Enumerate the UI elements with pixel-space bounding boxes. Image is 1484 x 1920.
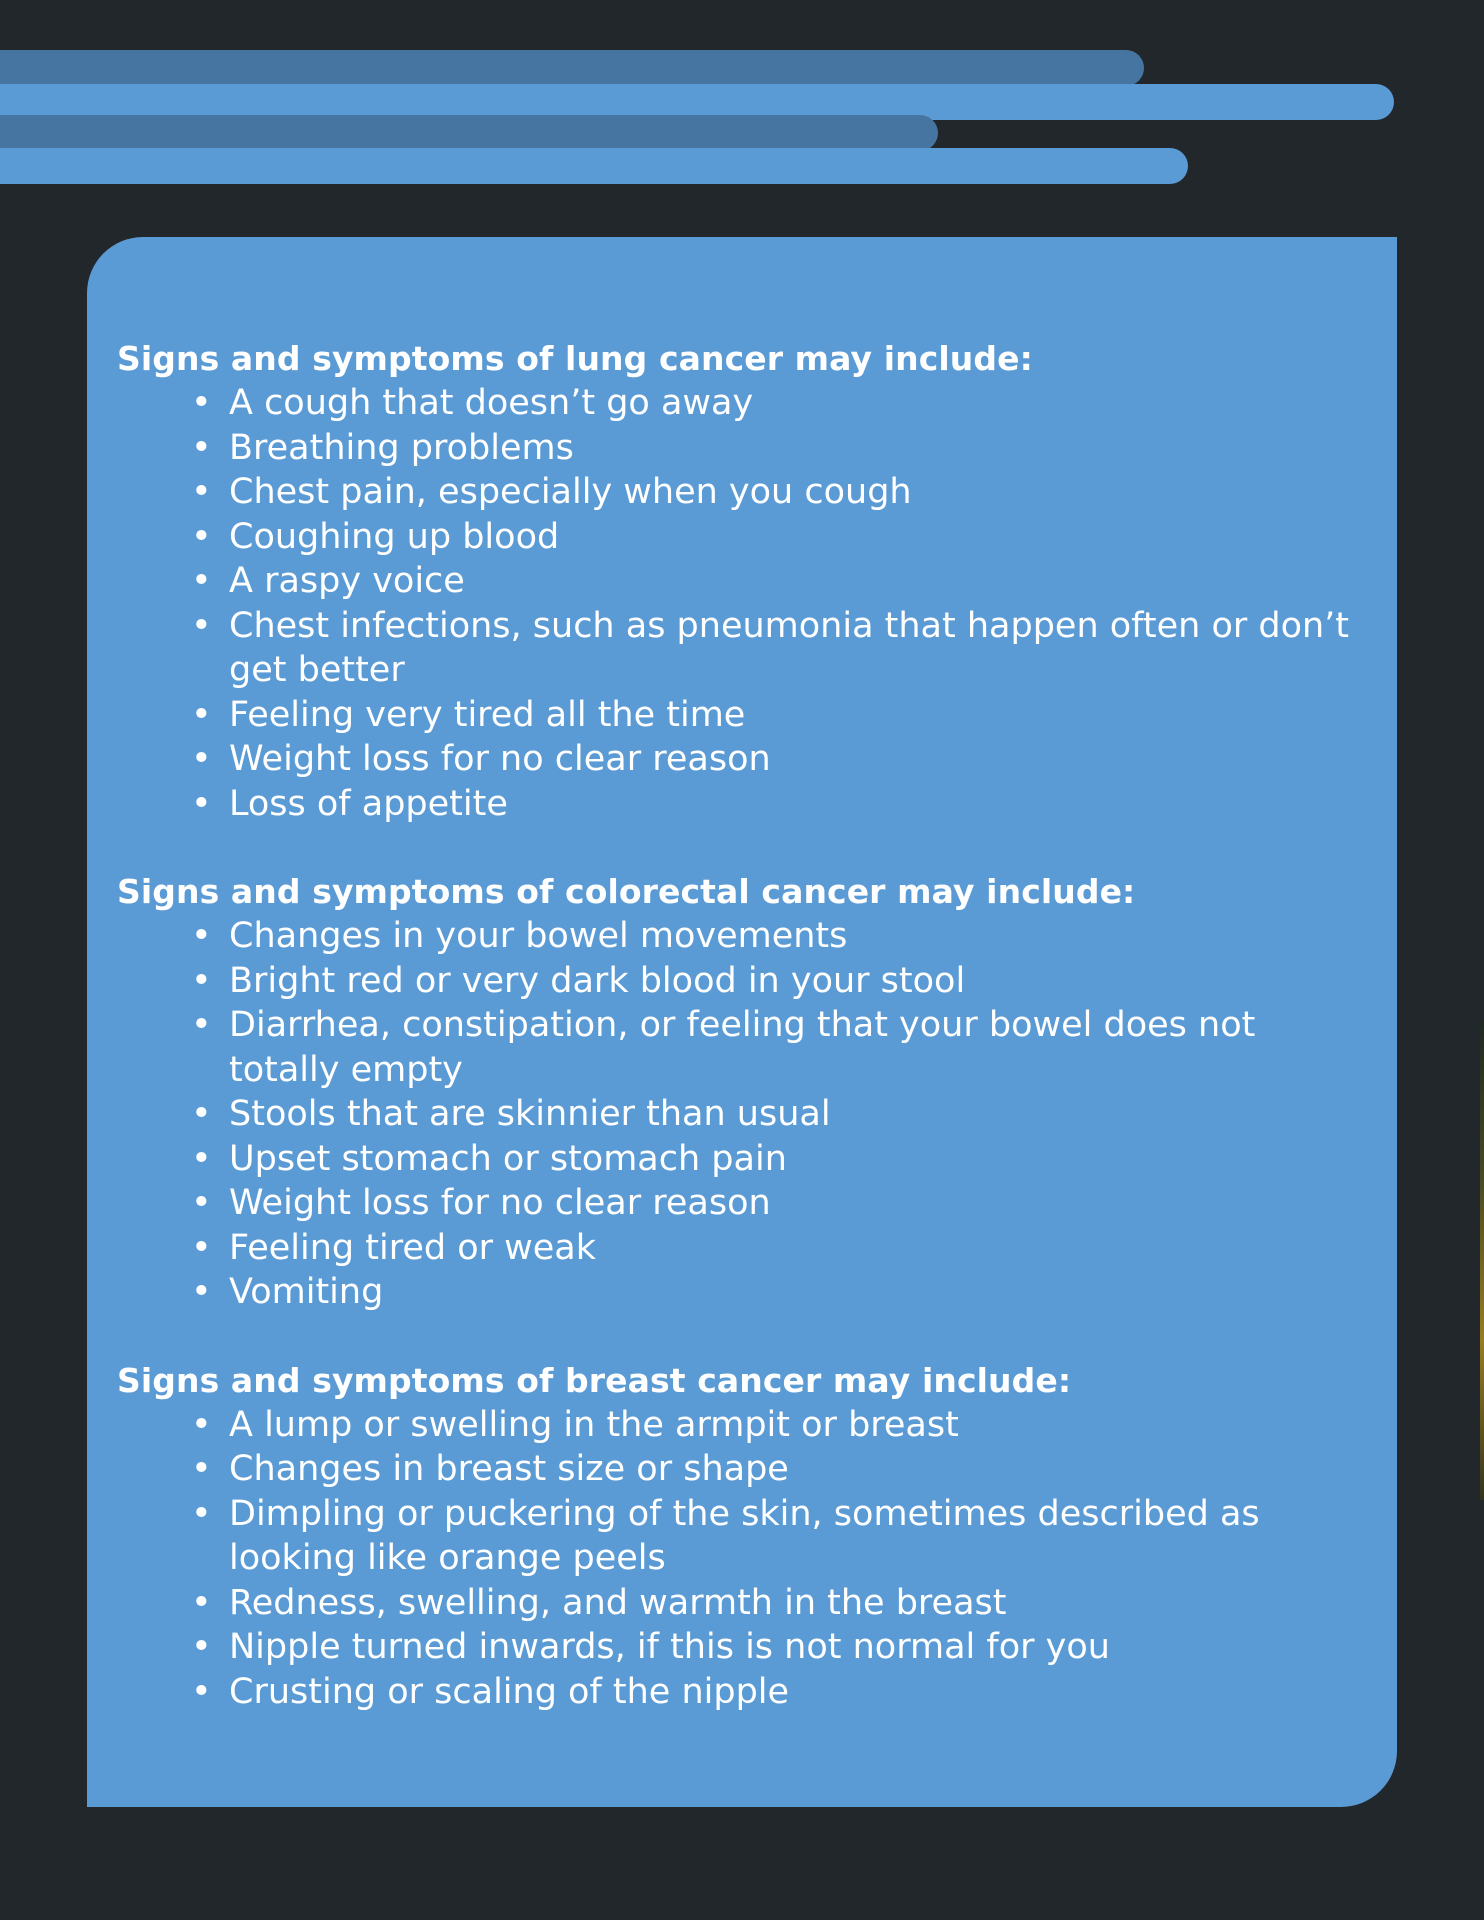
- list-item: [191, 381, 1373, 426]
- list-item-text: Loss of appetite: [229, 783, 508, 824]
- bullet-icon: •: [191, 1582, 212, 1623]
- section-heading: Signs and symptoms of colorectal cancer may include:: [117, 872, 1136, 911]
- list-item-text: Redness, swelling, and warmth in the breast: [229, 1582, 1007, 1623]
- bullet-icon: •: [191, 383, 212, 423]
- section-heading: Signs and symptoms of breast cancer may include:: [117, 1360, 1072, 1400]
- list-item: [191, 1181, 1373, 1226]
- list-item-text: A cough that doesn’t go away: [229, 383, 754, 423]
- symptom-list: [117, 1403, 1373, 1715]
- list-item-text: Coughing up blood: [229, 516, 560, 557]
- list-item: [191, 426, 1373, 471]
- bullet-icon: •: [191, 1449, 212, 1489]
- bullet-icon: •: [191, 1272, 212, 1312]
- list-item-text: Bright red or very dark blood in your stool: [229, 960, 966, 1001]
- list-item-text: Weight loss for no clear reason: [229, 739, 771, 779]
- bullet-icon: •: [191, 1404, 212, 1445]
- list-item: [191, 1226, 1373, 1271]
- list-item: [191, 470, 1373, 515]
- list-item: [191, 1137, 1373, 1182]
- list-item-text: Feeling tired or weak: [229, 1227, 597, 1268]
- list-item-text: Stools that are skinnier than usual: [229, 1094, 831, 1134]
- list-item-text: Chest infections, such as pneumonia that happen often or don’t get better: [229, 605, 1350, 690]
- list-item: [191, 1447, 1373, 1492]
- edge-highlight: [1480, 1020, 1484, 1500]
- list-item-text: A raspy voice: [229, 561, 465, 601]
- list-item-text: Upset stomach or stomach pain: [229, 1138, 787, 1179]
- list-item-text: Crusting or scaling of the nipple: [229, 1671, 790, 1712]
- bullet-icon: •: [191, 783, 212, 824]
- list-item-text: Changes in breast size or shape: [229, 1449, 789, 1489]
- bullet-icon: •: [191, 960, 212, 1001]
- bullet-icon: •: [191, 561, 212, 601]
- list-item: [191, 737, 1373, 782]
- bullet-icon: •: [191, 739, 212, 779]
- list-item: [191, 1003, 1373, 1092]
- bullet-icon: •: [191, 605, 212, 646]
- decorative-stripe-4: [0, 148, 1188, 184]
- list-item: [191, 604, 1373, 693]
- list-item: [191, 1492, 1373, 1581]
- list-item: [191, 914, 1373, 959]
- bullet-icon: •: [191, 1005, 212, 1045]
- list-item: [191, 1270, 1373, 1315]
- list-item: [191, 959, 1373, 1004]
- list-item: [191, 1581, 1373, 1626]
- bullet-icon: •: [191, 1671, 212, 1712]
- list-item: [191, 515, 1373, 560]
- bullet-icon: •: [191, 1138, 212, 1179]
- list-item: [191, 1625, 1373, 1670]
- list-item: [191, 782, 1373, 827]
- bullet-icon: •: [191, 916, 212, 956]
- section-heading: Signs and symptoms of lung cancer may include:: [117, 339, 1033, 378]
- list-item-text: Dimpling or puckering of the skin, sometimes described as looking like orange peels: [229, 1493, 1260, 1578]
- bullet-icon: •: [191, 1627, 212, 1667]
- decorative-stripe-1: [0, 50, 1144, 86]
- list-item: [191, 559, 1373, 604]
- bullet-icon: •: [191, 427, 212, 468]
- list-item: [191, 1092, 1373, 1137]
- breast-cancer-section: [117, 1359, 1373, 1715]
- list-item-text: A lump or swelling in the armpit or breast: [229, 1404, 959, 1445]
- symptom-list: [117, 914, 1373, 1315]
- list-item-text: Feeling very tired all the time: [229, 694, 746, 735]
- bullet-icon: •: [191, 1227, 212, 1268]
- list-item-text: Diarrhea, constipation, or feeling that your bowel does not totally empty: [229, 1005, 1256, 1090]
- list-item-text: Weight loss for no clear reason: [229, 1183, 771, 1223]
- list-item-text: Breathing problems: [229, 427, 574, 468]
- bullet-icon: •: [191, 516, 212, 557]
- colorectal-cancer-section: [117, 870, 1373, 1315]
- symptoms-card: [87, 237, 1397, 1807]
- list-item: [191, 1670, 1373, 1715]
- list-item: [191, 693, 1373, 738]
- list-item-text: Chest pain, especially when you cough: [229, 472, 912, 512]
- list-item-text: Vomiting: [229, 1272, 384, 1312]
- bullet-icon: •: [191, 1493, 212, 1534]
- list-item: [191, 1403, 1373, 1448]
- lung-cancer-section: [117, 337, 1373, 826]
- bullet-icon: •: [191, 694, 212, 735]
- list-item-text: Nipple turned inwards, if this is not normal for you: [229, 1627, 1110, 1667]
- list-item-text: Changes in your bowel movements: [229, 916, 848, 956]
- bullet-icon: •: [191, 472, 212, 512]
- bullet-icon: •: [191, 1183, 212, 1223]
- symptom-list: [117, 381, 1373, 826]
- decorative-stripe-3: [0, 115, 938, 151]
- bullet-icon: •: [191, 1094, 212, 1134]
